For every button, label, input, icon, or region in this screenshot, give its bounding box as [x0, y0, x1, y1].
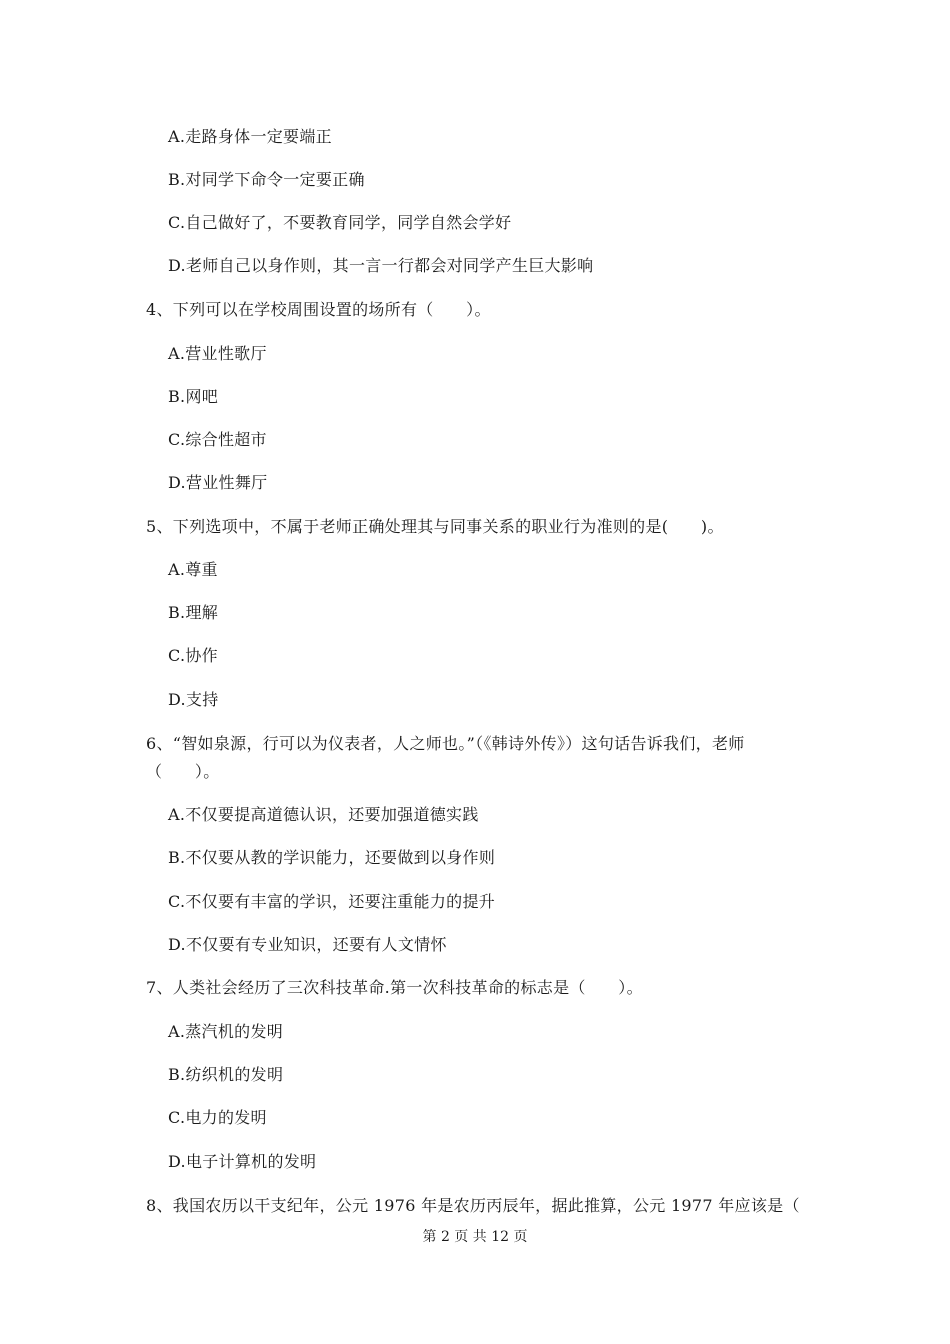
q3-option-c: C.自己做好了，不要教育同学，同学自然会学好: [168, 213, 512, 232]
question-6-text-line-1: 6、“智如泉源，行可以为仪表者，人之师也。”（《韩诗外传》）这句话告诉我们，老师: [146, 734, 745, 753]
q3-option-d: D.老师自己以身作则，其一言一行都会对同学产生巨大影响: [168, 256, 594, 275]
question-8-text: 8、我国农历以干支纪年，公元 1976 年是农历丙辰年，据此推算，公元 1977 年应该是（: [146, 1196, 800, 1215]
q5-option-a: A.尊重: [168, 560, 218, 579]
page-footer: 第 2 页 共 12 页: [422, 1229, 528, 1245]
q6-option-c: C.不仅要有丰富的学识，还要注重能力的提升: [168, 892, 496, 911]
q7-option-a: A.蒸汽机的发明: [168, 1022, 284, 1041]
q4-option-a: A.营业性歌厅: [168, 344, 267, 363]
question-7-text: 7、人类社会经历了三次科技革命.第一次科技革命的标志是（ ）。: [146, 978, 643, 997]
q4-option-b: B.网吧: [168, 387, 219, 406]
question-4-text: 4、下列可以在学校周围设置的场所有（ ）。: [146, 300, 491, 319]
q5-option-b: B.理解: [168, 603, 219, 622]
q7-option-b: B.纺织机的发明: [168, 1065, 284, 1084]
q7-option-c: C.电力的发明: [168, 1108, 267, 1127]
q3-option-a: A.走路身体一定要端正: [168, 127, 332, 146]
question-6-text-line-2: （ ）。: [146, 762, 220, 781]
q7-option-d: D.电子计算机的发明: [168, 1152, 317, 1171]
question-5-text: 5、下列选项中，不属于老师正确处理其与同事关系的职业行为准则的是( )。: [146, 517, 724, 536]
q4-option-c: C.综合性超市: [168, 430, 267, 449]
q6-option-d: D.不仅要有专业知识，还要有人文情怀: [168, 935, 447, 954]
q5-option-c: C.协作: [168, 646, 218, 665]
q3-option-b: B.对同学下命令一定要正确: [168, 170, 365, 189]
q4-option-d: D.营业性舞厅: [168, 473, 268, 492]
q6-option-b: B.不仅要从教的学识能力，还要做到以身作则: [168, 848, 496, 867]
q5-option-d: D.支持: [168, 690, 219, 709]
q6-option-a: A.不仅要提高道德认识，还要加强道德实践: [168, 805, 479, 824]
